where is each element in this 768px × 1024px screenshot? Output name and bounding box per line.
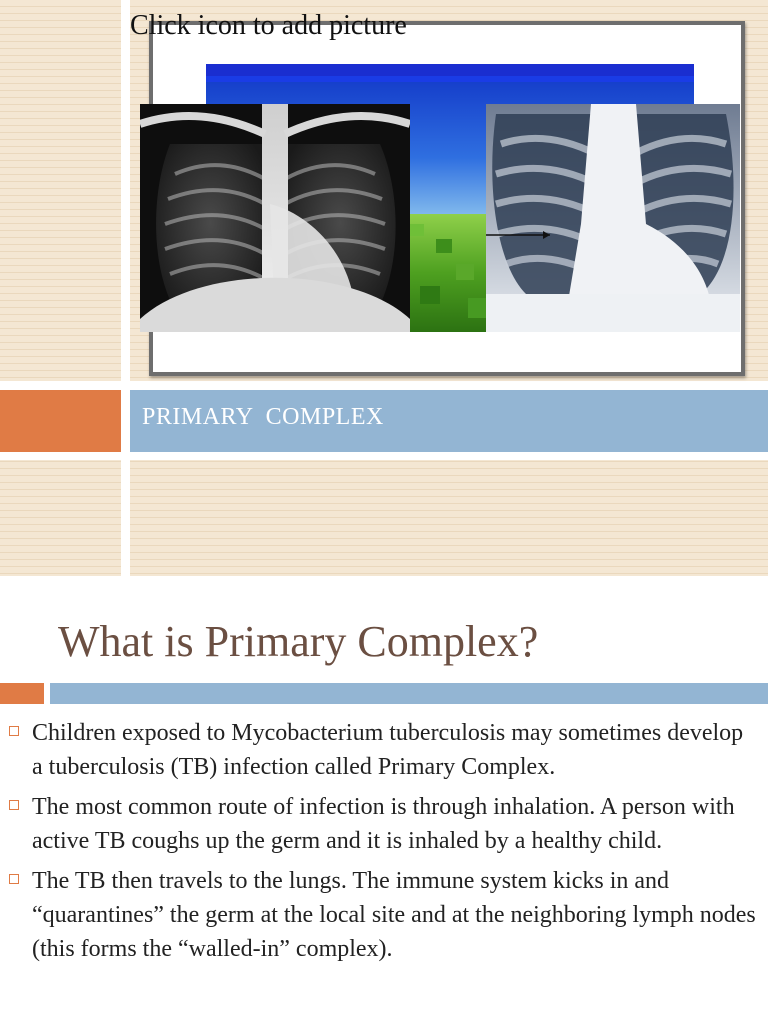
chest-xray-right-image [486, 104, 740, 332]
square-bullet-icon [9, 726, 19, 736]
orange-accent-block [0, 390, 121, 452]
picture-placeholder-text[interactable]: Click icon to add picture [130, 10, 407, 41]
square-bullet-icon [9, 874, 19, 884]
divider-line-top [0, 381, 768, 390]
bullet-text: The TB then travels to the lungs. The immune system kicks in and “quarantines” the germ at the local site and at the neighboring lymph nodes (this forms the “walled-in” complex). [32, 868, 756, 962]
orange-accent-bar [0, 683, 44, 704]
bullet-text: The most common route of infection is through inhalation. A person with active TB coughs up the germ and it is inhaled by a healthy child. [32, 794, 735, 854]
divider-line-bottom [0, 452, 768, 460]
bullet-item [0, 864, 768, 966]
bullet-text: Children exposed to Mycobacterium tuberculosis may sometimes develop a tuberculosis (TB) infection called Primary Complex. [32, 720, 744, 780]
blue-accent-bar [50, 683, 768, 704]
bullet-item [0, 716, 768, 784]
slide-2 [0, 576, 768, 1024]
bullet-list [0, 716, 768, 972]
chest-xray-left-image [140, 104, 410, 332]
slide-2-title: What is Primary Complex? [58, 617, 539, 666]
square-bullet-icon [9, 800, 19, 810]
slide-1-title: PRIMARY COMPLEX [142, 404, 384, 430]
vertical-divider [121, 0, 130, 576]
bullet-item [0, 790, 768, 858]
